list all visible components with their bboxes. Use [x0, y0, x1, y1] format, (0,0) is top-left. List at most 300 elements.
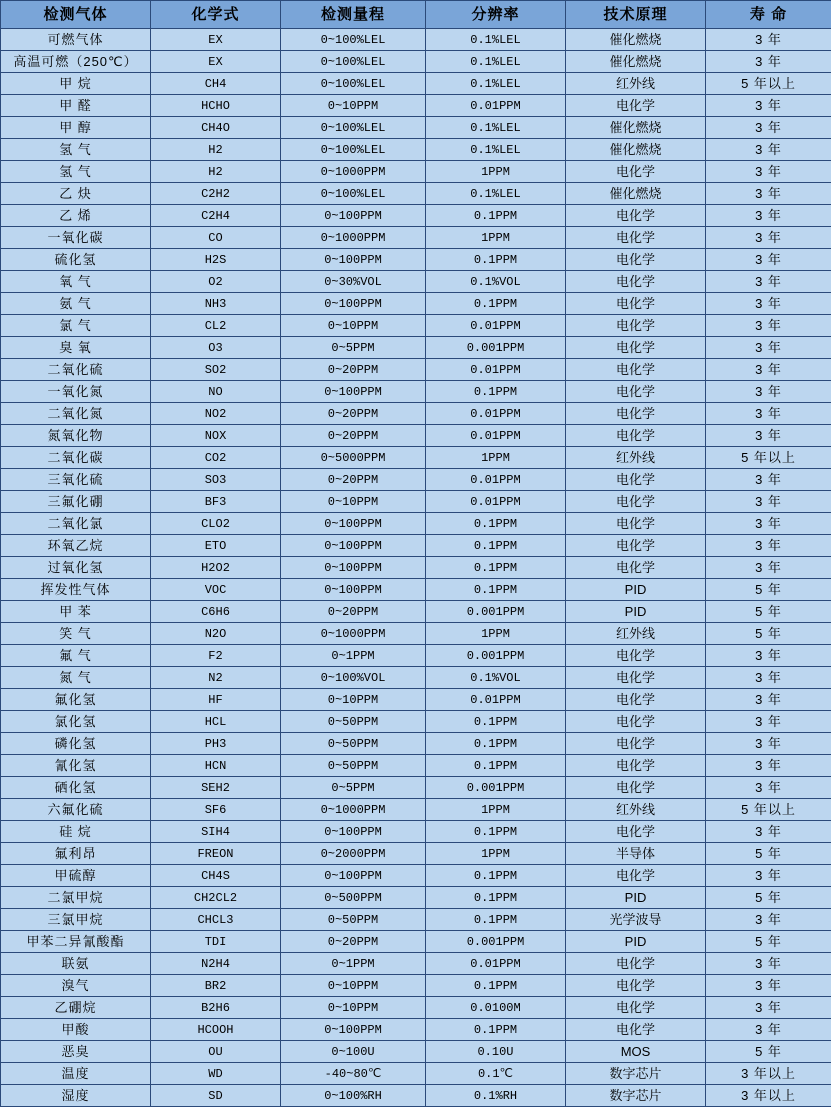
table-row	[1, 117, 831, 139]
cell-gas: 联氨	[1, 953, 151, 975]
cell-formula: CH2CL2	[151, 887, 281, 909]
cell-gas: 笑 气	[1, 623, 151, 645]
cell-lifetime: 3 年	[706, 535, 831, 557]
cell-formula: OU	[151, 1041, 281, 1063]
cell-resolution: 1PPM	[426, 799, 566, 821]
cell-range: 0~100%VOL	[281, 667, 426, 689]
cell-lifetime: 3 年	[706, 909, 831, 931]
cell-resolution: 0.1%VOL	[426, 271, 566, 293]
table-row	[1, 557, 831, 579]
cell-lifetime: 3 年	[706, 733, 831, 755]
cell-principle: 电化学	[566, 315, 706, 337]
table-row	[1, 865, 831, 887]
cell-principle: 催化燃烧	[566, 51, 706, 73]
cell-lifetime: 3 年	[706, 425, 831, 447]
cell-resolution: 0.1%LEL	[426, 117, 566, 139]
cell-principle: 电化学	[566, 425, 706, 447]
cell-resolution: 0.1PPM	[426, 381, 566, 403]
table-row	[1, 95, 831, 117]
cell-gas: 氟 气	[1, 645, 151, 667]
cell-range: 0~1000PPM	[281, 623, 426, 645]
cell-lifetime: 5 年	[706, 843, 831, 865]
cell-range: 0~1000PPM	[281, 161, 426, 183]
cell-lifetime: 3 年	[706, 293, 831, 315]
cell-lifetime: 3 年	[706, 359, 831, 381]
cell-principle: 电化学	[566, 249, 706, 271]
table-row	[1, 491, 831, 513]
cell-resolution: 0.1%LEL	[426, 183, 566, 205]
table-row	[1, 799, 831, 821]
cell-resolution: 0.01PPM	[426, 315, 566, 337]
cell-gas: 二氯甲烷	[1, 887, 151, 909]
cell-range: 0~100%LEL	[281, 117, 426, 139]
table-body	[1, 29, 831, 1107]
column-header-principle: 技术原理	[566, 1, 706, 29]
cell-resolution: 0.1PPM	[426, 887, 566, 909]
table-row	[1, 821, 831, 843]
cell-principle: 电化学	[566, 755, 706, 777]
cell-resolution: 1PPM	[426, 227, 566, 249]
table-row	[1, 931, 831, 953]
cell-lifetime: 5 年	[706, 579, 831, 601]
cell-range: 0~20PPM	[281, 931, 426, 953]
cell-range: 0~10PPM	[281, 975, 426, 997]
cell-resolution: 0.1%RH	[426, 1085, 566, 1107]
cell-lifetime: 5 年	[706, 601, 831, 623]
cell-gas: 氰化氢	[1, 755, 151, 777]
cell-resolution: 0.1PPM	[426, 821, 566, 843]
cell-formula: SD	[151, 1085, 281, 1107]
table-row	[1, 469, 831, 491]
cell-gas: 氧 气	[1, 271, 151, 293]
cell-range: 0~10PPM	[281, 315, 426, 337]
table-row	[1, 73, 831, 95]
cell-formula: FREON	[151, 843, 281, 865]
table-row	[1, 667, 831, 689]
cell-principle: 催化燃烧	[566, 139, 706, 161]
cell-lifetime: 5 年	[706, 1041, 831, 1063]
cell-range: 0~100%LEL	[281, 139, 426, 161]
cell-formula: VOC	[151, 579, 281, 601]
table-row	[1, 51, 831, 73]
cell-gas: 一氧化碳	[1, 227, 151, 249]
cell-resolution: 0.001PPM	[426, 601, 566, 623]
cell-range: 0~100%LEL	[281, 51, 426, 73]
table-row	[1, 623, 831, 645]
cell-gas: 氯化氢	[1, 711, 151, 733]
cell-formula: F2	[151, 645, 281, 667]
table-row	[1, 513, 831, 535]
cell-resolution: 0.1PPM	[426, 733, 566, 755]
column-header-gas: 检测气体	[1, 1, 151, 29]
column-header-formula: 化学式	[151, 1, 281, 29]
table-row	[1, 1041, 831, 1063]
cell-principle: 电化学	[566, 161, 706, 183]
cell-range: 0~5PPM	[281, 777, 426, 799]
table-row	[1, 777, 831, 799]
cell-lifetime: 3 年	[706, 95, 831, 117]
cell-range: 0~500PPM	[281, 887, 426, 909]
column-header-resolution: 分辨率	[426, 1, 566, 29]
cell-lifetime: 3 年	[706, 51, 831, 73]
table-row	[1, 887, 831, 909]
cell-gas: 乙硼烷	[1, 997, 151, 1019]
table-row	[1, 293, 831, 315]
cell-gas: 甲 醇	[1, 117, 151, 139]
cell-formula: HCOOH	[151, 1019, 281, 1041]
table-row	[1, 381, 831, 403]
table-row	[1, 711, 831, 733]
cell-lifetime: 3 年	[706, 183, 831, 205]
cell-principle: 电化学	[566, 777, 706, 799]
cell-resolution: 0.1PPM	[426, 535, 566, 557]
table-row	[1, 29, 831, 51]
cell-resolution: 0.01PPM	[426, 469, 566, 491]
cell-range: 0~2000PPM	[281, 843, 426, 865]
cell-gas: 二氧化氮	[1, 403, 151, 425]
cell-gas: 氢 气	[1, 161, 151, 183]
cell-principle: 电化学	[566, 513, 706, 535]
cell-lifetime: 5 年以上	[706, 799, 831, 821]
cell-formula: HCL	[151, 711, 281, 733]
cell-resolution: 0.01PPM	[426, 689, 566, 711]
cell-principle: 电化学	[566, 711, 706, 733]
cell-range: 0~20PPM	[281, 469, 426, 491]
cell-resolution: 0.001PPM	[426, 337, 566, 359]
cell-range: 0~20PPM	[281, 601, 426, 623]
cell-range: 0~20PPM	[281, 425, 426, 447]
cell-lifetime: 3 年	[706, 1019, 831, 1041]
cell-gas: 湿度	[1, 1085, 151, 1107]
cell-gas: 氮氧化物	[1, 425, 151, 447]
cell-gas: 磷化氢	[1, 733, 151, 755]
cell-resolution: 0.1PPM	[426, 579, 566, 601]
cell-resolution: 0.01PPM	[426, 491, 566, 513]
table-row	[1, 1085, 831, 1107]
cell-resolution: 0.01PPM	[426, 403, 566, 425]
cell-formula: B2H6	[151, 997, 281, 1019]
cell-lifetime: 5 年	[706, 623, 831, 645]
cell-resolution: 1PPM	[426, 447, 566, 469]
cell-lifetime: 3 年	[706, 975, 831, 997]
cell-principle: 光学波导	[566, 909, 706, 931]
cell-gas: 温度	[1, 1063, 151, 1085]
table-row	[1, 843, 831, 865]
cell-formula: SEH2	[151, 777, 281, 799]
cell-principle: 电化学	[566, 535, 706, 557]
cell-resolution: 0.01PPM	[426, 425, 566, 447]
cell-principle: 半导体	[566, 843, 706, 865]
cell-gas: 溴气	[1, 975, 151, 997]
cell-principle: 催化燃烧	[566, 117, 706, 139]
cell-range: 0~100PPM	[281, 205, 426, 227]
table-row	[1, 227, 831, 249]
cell-gas: 乙 烯	[1, 205, 151, 227]
cell-gas: 六氟化硫	[1, 799, 151, 821]
cell-range: 0~100PPM	[281, 249, 426, 271]
cell-range: 0~100PPM	[281, 513, 426, 535]
cell-lifetime: 3 年	[706, 821, 831, 843]
cell-resolution: 0.1%LEL	[426, 139, 566, 161]
cell-lifetime: 3 年	[706, 381, 831, 403]
table-row	[1, 425, 831, 447]
table-row	[1, 601, 831, 623]
cell-formula: N2H4	[151, 953, 281, 975]
cell-formula: PH3	[151, 733, 281, 755]
cell-range: 0~5PPM	[281, 337, 426, 359]
cell-resolution: 0.01PPM	[426, 95, 566, 117]
cell-range: 0~100PPM	[281, 293, 426, 315]
cell-principle: 电化学	[566, 227, 706, 249]
cell-range: 0~5000PPM	[281, 447, 426, 469]
cell-resolution: 0.1%VOL	[426, 667, 566, 689]
cell-lifetime: 5 年	[706, 931, 831, 953]
cell-lifetime: 3 年	[706, 667, 831, 689]
cell-formula: EX	[151, 29, 281, 51]
cell-resolution: 0.1PPM	[426, 1019, 566, 1041]
cell-lifetime: 3 年	[706, 513, 831, 535]
cell-gas: 恶臭	[1, 1041, 151, 1063]
column-header-lifetime: 寿 命	[706, 1, 831, 29]
cell-principle: 电化学	[566, 469, 706, 491]
cell-formula: N2	[151, 667, 281, 689]
cell-gas: 氢 气	[1, 139, 151, 161]
cell-lifetime: 3 年	[706, 139, 831, 161]
table-row	[1, 139, 831, 161]
cell-range: 0~20PPM	[281, 359, 426, 381]
cell-principle: MOS	[566, 1041, 706, 1063]
cell-principle: 电化学	[566, 997, 706, 1019]
cell-principle: PID	[566, 931, 706, 953]
cell-range: 0~100U	[281, 1041, 426, 1063]
cell-formula: HCN	[151, 755, 281, 777]
cell-principle: 电化学	[566, 865, 706, 887]
cell-lifetime: 3 年	[706, 117, 831, 139]
table-row	[1, 205, 831, 227]
cell-range: 0~50PPM	[281, 909, 426, 931]
cell-formula: O2	[151, 271, 281, 293]
cell-resolution: 0.1PPM	[426, 557, 566, 579]
table-row	[1, 249, 831, 271]
table-row	[1, 447, 831, 469]
cell-lifetime: 3 年	[706, 249, 831, 271]
cell-gas: 甲苯二异氰酸酯	[1, 931, 151, 953]
cell-lifetime: 3 年	[706, 557, 831, 579]
cell-principle: 电化学	[566, 381, 706, 403]
cell-principle: 电化学	[566, 975, 706, 997]
cell-gas: 二氧化硫	[1, 359, 151, 381]
cell-gas: 氟化氢	[1, 689, 151, 711]
cell-gas: 硅 烷	[1, 821, 151, 843]
cell-range: 0~100PPM	[281, 865, 426, 887]
cell-principle: 电化学	[566, 271, 706, 293]
cell-formula: CLO2	[151, 513, 281, 535]
cell-principle: 电化学	[566, 403, 706, 425]
cell-principle: 电化学	[566, 205, 706, 227]
cell-range: 0~100PPM	[281, 535, 426, 557]
cell-range: 0~100%LEL	[281, 183, 426, 205]
table-row	[1, 733, 831, 755]
cell-resolution: 0.1PPM	[426, 513, 566, 535]
cell-lifetime: 3 年	[706, 953, 831, 975]
cell-lifetime: 3 年	[706, 271, 831, 293]
cell-gas: 二氧化碳	[1, 447, 151, 469]
cell-resolution: 0.0100M	[426, 997, 566, 1019]
cell-formula: BF3	[151, 491, 281, 513]
cell-formula: N2O	[151, 623, 281, 645]
cell-resolution: 0.1PPM	[426, 909, 566, 931]
cell-principle: 电化学	[566, 1019, 706, 1041]
table-row	[1, 161, 831, 183]
table-header	[1, 1, 831, 29]
cell-range: 0~100%RH	[281, 1085, 426, 1107]
cell-gas: 乙 炔	[1, 183, 151, 205]
cell-principle: 红外线	[566, 447, 706, 469]
cell-principle: 电化学	[566, 645, 706, 667]
table-row	[1, 315, 831, 337]
cell-range: 0~50PPM	[281, 733, 426, 755]
cell-gas: 过氧化氢	[1, 557, 151, 579]
cell-resolution: 1PPM	[426, 623, 566, 645]
cell-formula: H2O2	[151, 557, 281, 579]
cell-principle: 电化学	[566, 821, 706, 843]
cell-principle: 电化学	[566, 689, 706, 711]
table-row	[1, 997, 831, 1019]
table-row	[1, 359, 831, 381]
table-row	[1, 535, 831, 557]
cell-gas: 氯 气	[1, 315, 151, 337]
cell-resolution: 0.10U	[426, 1041, 566, 1063]
cell-formula: BR2	[151, 975, 281, 997]
cell-gas: 挥发性气体	[1, 579, 151, 601]
cell-resolution: 0.001PPM	[426, 645, 566, 667]
cell-principle: 催化燃烧	[566, 183, 706, 205]
cell-lifetime: 3 年	[706, 337, 831, 359]
cell-formula: CO	[151, 227, 281, 249]
cell-resolution: 0.01PPM	[426, 359, 566, 381]
table-row	[1, 953, 831, 975]
cell-lifetime: 3 年	[706, 491, 831, 513]
cell-principle: PID	[566, 601, 706, 623]
cell-formula: H2S	[151, 249, 281, 271]
cell-principle: 电化学	[566, 293, 706, 315]
table-row	[1, 755, 831, 777]
cell-gas: 氮 气	[1, 667, 151, 689]
cell-range: 0~100PPM	[281, 579, 426, 601]
cell-gas: 氟利昂	[1, 843, 151, 865]
cell-lifetime: 3 年	[706, 645, 831, 667]
cell-gas: 二氧化氯	[1, 513, 151, 535]
cell-resolution: 0.1PPM	[426, 293, 566, 315]
cell-range: 0~100PPM	[281, 821, 426, 843]
cell-lifetime: 3 年	[706, 29, 831, 51]
cell-principle: 电化学	[566, 557, 706, 579]
cell-formula: HF	[151, 689, 281, 711]
cell-lifetime: 3 年	[706, 865, 831, 887]
cell-gas: 氨 气	[1, 293, 151, 315]
cell-lifetime: 3 年	[706, 315, 831, 337]
cell-lifetime: 5 年	[706, 887, 831, 909]
table-header-row	[1, 1, 831, 29]
cell-range: 0~10PPM	[281, 689, 426, 711]
cell-range: 0~1000PPM	[281, 799, 426, 821]
cell-resolution: 0.1℃	[426, 1063, 566, 1085]
table-row	[1, 1063, 831, 1085]
cell-resolution: 0.01PPM	[426, 953, 566, 975]
cell-gas: 一氧化氮	[1, 381, 151, 403]
cell-range: 0~30%VOL	[281, 271, 426, 293]
cell-lifetime: 3 年	[706, 689, 831, 711]
cell-resolution: 0.1PPM	[426, 865, 566, 887]
cell-formula: O3	[151, 337, 281, 359]
column-header-range: 检测量程	[281, 1, 426, 29]
cell-gas: 硫化氢	[1, 249, 151, 271]
cell-lifetime: 5 年以上	[706, 447, 831, 469]
cell-formula: HCHO	[151, 95, 281, 117]
cell-formula: H2	[151, 161, 281, 183]
table-row	[1, 183, 831, 205]
cell-formula: C6H6	[151, 601, 281, 623]
cell-principle: 电化学	[566, 337, 706, 359]
table-row	[1, 645, 831, 667]
cell-resolution: 0.1%LEL	[426, 73, 566, 95]
cell-lifetime: 3 年	[706, 777, 831, 799]
cell-formula: H2	[151, 139, 281, 161]
cell-formula: CHCL3	[151, 909, 281, 931]
cell-lifetime: 3 年	[706, 403, 831, 425]
cell-range: 0~100PPM	[281, 381, 426, 403]
table-row	[1, 271, 831, 293]
table-row	[1, 579, 831, 601]
cell-principle: 催化燃烧	[566, 29, 706, 51]
table-row	[1, 403, 831, 425]
cell-formula: NH3	[151, 293, 281, 315]
cell-range: 0~1PPM	[281, 953, 426, 975]
table-row	[1, 1019, 831, 1041]
table-row	[1, 975, 831, 997]
cell-range: 0~100PPM	[281, 1019, 426, 1041]
cell-resolution: 1PPM	[426, 161, 566, 183]
cell-resolution: 0.1%LEL	[426, 51, 566, 73]
cell-resolution: 0.1PPM	[426, 249, 566, 271]
cell-formula: NOX	[151, 425, 281, 447]
cell-lifetime: 3 年	[706, 205, 831, 227]
cell-lifetime: 3 年	[706, 997, 831, 1019]
cell-principle: 红外线	[566, 799, 706, 821]
cell-resolution: 0.1PPM	[426, 975, 566, 997]
cell-formula: SIH4	[151, 821, 281, 843]
cell-resolution: 0.1%LEL	[426, 29, 566, 51]
cell-lifetime: 3 年以上	[706, 1063, 831, 1085]
cell-formula: C2H2	[151, 183, 281, 205]
cell-range: 0~10PPM	[281, 95, 426, 117]
cell-range: 0~100PPM	[281, 557, 426, 579]
cell-lifetime: 3 年	[706, 227, 831, 249]
cell-gas: 三氯甲烷	[1, 909, 151, 931]
cell-resolution: 0.001PPM	[426, 777, 566, 799]
cell-gas: 三氟化硼	[1, 491, 151, 513]
cell-gas: 三氧化硫	[1, 469, 151, 491]
cell-principle: 数字芯片	[566, 1063, 706, 1085]
cell-formula: TDI	[151, 931, 281, 953]
cell-gas: 硒化氢	[1, 777, 151, 799]
cell-gas: 臭 氧	[1, 337, 151, 359]
cell-formula: NO	[151, 381, 281, 403]
cell-formula: SO3	[151, 469, 281, 491]
cell-principle: 数字芯片	[566, 1085, 706, 1107]
cell-lifetime: 3 年	[706, 755, 831, 777]
cell-gas: 可燃气体	[1, 29, 151, 51]
